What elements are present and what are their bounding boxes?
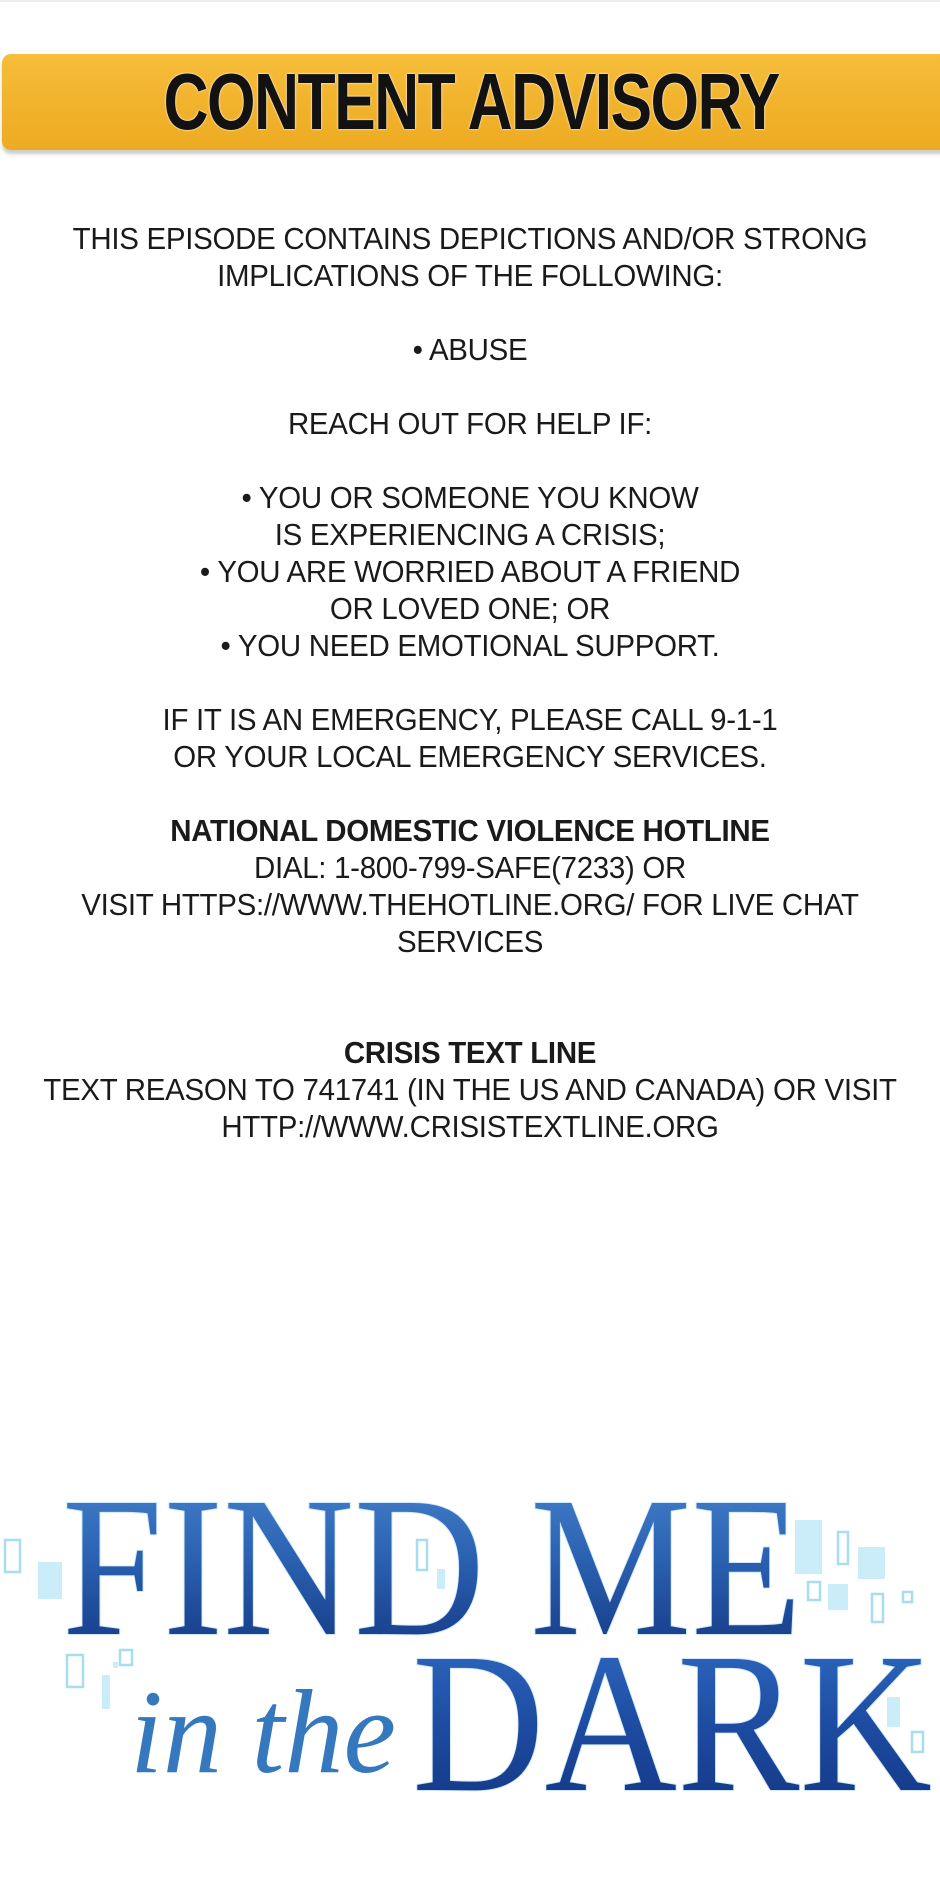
deco-rect — [903, 1592, 912, 1602]
deco-rect — [38, 1562, 62, 1599]
content-warning-item: • ABUSE — [412, 332, 528, 367]
deco-rect — [838, 1532, 848, 1564]
advisory-text-block — [24, 220, 917, 1145]
deco-rect — [5, 1540, 20, 1572]
logo-title-script: in the — [130, 1665, 396, 1798]
advisory-line: OR YOUR LOCAL EMERGENCY SERVICES. — [173, 739, 767, 774]
advisory-line: THIS EPISODE CONTAINS DEPICTIONS AND/OR STRONG — [72, 221, 868, 256]
banner-title: CONTENT ADVISORY — [163, 57, 779, 146]
advisory-line: • YOU OR SOMEONE YOU KNOW — [241, 480, 699, 515]
series-logo-graphic — [0, 1462, 940, 1886]
advisory-line: IS EXPERIENCING A CRISIS; — [274, 517, 666, 552]
logo-title-line2: DARK — [412, 1613, 932, 1834]
advisory-line: OR LOVED ONE; OR — [329, 591, 611, 626]
series-logo — [0, 1462, 940, 1886]
hotline-line: DIAL: 1-800-799-SAFE(7233) OR — [253, 850, 687, 885]
advisory-line: • YOU NEED EMOTIONAL SUPPORT. — [220, 628, 720, 663]
hotline-line: HTTP://WWW.CRISISTEXTLINE.ORG — [221, 1109, 719, 1144]
advisory-line: REACH OUT FOR HELP IF: — [287, 406, 653, 441]
hotline-line: VISIT HTTPS://WWW.THEHOTLINE.ORG/ FOR LIVE CHAT SERVICES — [81, 887, 859, 959]
deco-rect — [808, 1582, 820, 1600]
content-advisory-banner — [2, 54, 940, 150]
advisory-line: IMPLICATIONS OF THE FOLLOWING: — [217, 258, 723, 293]
hotline-domestic-violence — [24, 812, 917, 960]
deco-rect — [102, 1675, 110, 1709]
reach-out-list — [24, 479, 917, 664]
reach-out-heading — [24, 405, 917, 442]
advisory-intro — [24, 220, 917, 294]
hotline-name: CRISIS TEXT LINE — [343, 1035, 597, 1070]
deco-rect — [858, 1547, 885, 1579]
deco-rect — [828, 1584, 848, 1610]
advisory-line: • YOU ARE WORRIED ABOUT A FRIEND — [199, 554, 741, 589]
advisory-line: IF IT IS AN EMERGENCY, PLEASE CALL 9-1-1 — [162, 702, 778, 737]
hotline-name: NATIONAL DOMESTIC VIOLENCE HOTLINE — [170, 813, 770, 848]
content-warning-list — [24, 331, 917, 368]
hotline-line: TEXT REASON TO 741741 (IN THE US AND CANADA) OR VISIT — [43, 1072, 897, 1107]
emergency-note — [24, 701, 917, 775]
logo-title-line1: FIND ME — [62, 1462, 802, 1678]
hotline-crisis-text-line — [24, 1034, 917, 1145]
